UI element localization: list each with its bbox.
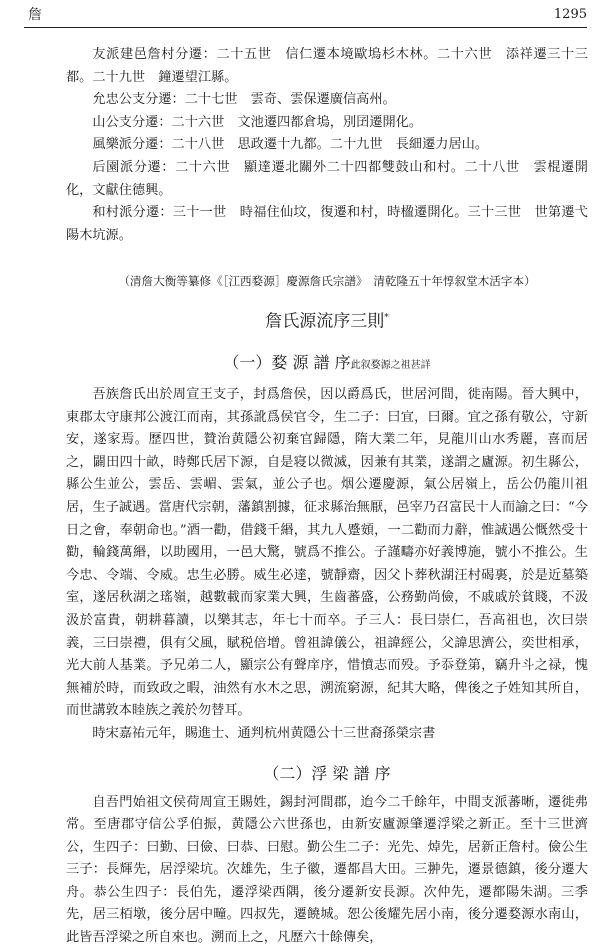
running-header [28,4,587,26]
page-body [66,44,588,950]
header-surname: 詹 [28,7,42,23]
source-citation: （清詹大衡等纂修《［江西婺源］慶源詹氏宗譜》 清乾隆五十年惇叙堂木活字本） [118,274,536,289]
section-1-paragraph: 吾族詹氏出於周宣王支子，封爲詹侯，因以爵爲氏，世居河間，徙南陽。晉大興中，東郡太守康邦公渡江而南，其孫訛爲侯官令，生二子：曰宜，曰爾。宜之孫有敬公，守新安，遂家焉。歷四世，贊治黄隱公初棄官歸隱，隋大業二年，見龍川山水秀麗，喜而居之，闢田四十畝，時鄭氏居下源，自是寝以微滅，因兼有其業，遂謂之廬源。初生縣公，縣公生並公，雲岳、雲嵋、雲氣，並公子也。烟公遷慶源，氣公居嶺上，岳公仍龍川祖居，生子誠遇。當唐代宗朝，藩鎮割據，征求縣治無厭，邑宰乃召富民十人而諭之曰：“今日之會，奉朝命也。”酒一勸，借錢千緡，其九人蹙頞，一二勸而力辭，惟誠遇公慨然受十勸，輪錢萬緡，以助國用，一邑大驚，號爲不推公。子謹疇亦好義博施，號小不推公。生今忠、令端、令威。忠生必勝。威生必達，號靜齋，因父卜葬秋湖汪村碣裏，於是近墓築室，遂居秋湖之瑤嶺，越數載而家業大興，生齒蕃盛，公務勤尚儉，不戚戚於貧賤，不汲汲於富貴，朝耕暮讀，以樂其志，年七十而卒。子三人：長曰崇仁，吾高祖也，次曰崇義，三曰崇禮，俱有父風，賦税倍增。曾祖諱儀公，祖諱經公，父諱思濟公，奕世相承，光大前人基業。予兄弟二人，顯宗公有聲庠序，惜憤志而殁。予忝登第，竊升斗之禄，愧無補於時，而致政之暇，油然有水木之思，溯流窮源，紀其大略，俾後之子姓知其所自，而世講敦本睦族之義於勿替耳。 [66,387,588,719]
section-heading-2: （二）浮 梁 譜 序 [263,763,391,783]
page-number: 1295 [553,7,587,22]
section-heading-1-text: （一）婺 源 譜 序 [223,353,351,372]
intro-paragraph: 山公支分遷：二十六世 文池遷四都倉塢，別囝遷開化。 [92,114,423,130]
section-1-signature: 時宋嘉祐元年，賜進士、通判杭州黄隱公十三世裔孫榮宗書 [92,725,436,741]
intro-paragraph: 友派建邑詹村分遷：二十五世 信仁遷本境歐塢杉木林。二十六世 添祥遷三十三都。二十九世 鐘遷望江縣。 [66,47,588,85]
section-heading-1-note: 此叙婺源之祖甚詳 [350,360,431,371]
intro-paragraph: 允忠公支分遷：二十七世 雲奇、雲保遷廣信高州。 [92,92,396,108]
intro-paragraph: 風樂派分遷：二十八世 思政遷十九都。二十九世 長細遷力居山。 [92,137,489,153]
section-heading-1 [66,351,588,378]
intro-paragraph: 后園派分遷：二十六世 顯達遷北關外二十四都雙鼓山和村。二十八世 雲棍遷開化，文獻住德興。 [66,159,588,198]
chapter-title [66,305,588,335]
header-rule [24,27,587,28]
intro-paragraph: 和村派分遷：三十一世 時福住仙坟，復遷和村，時楹遷開化。三十三世 世第遷弋陽木坑源。 [66,205,588,243]
section-2-paragraph: 自吾門始祖文侯荷周宣王賜姓，錫封河間郡，迨今二千餘年，中間支派蕃晰，遷徙弗常。至唐郡守信公孚伯振，黄隱公六世孫也，由新安廬源肇遷浮梁之新正。至十三世濟公，生四子：曰勤、曰儉、曰恭、曰慰。勤公生二子：光先、焯先，居新正詹村。儉公生三子：長輝先，居浮梁坑。次雄先，生子徽，遷都昌大田。三翀先，遷景德鎮，後分遷大舟。恭公生四子：長伯先，遷浮梁西隅，後分遷新安長源。次仲先，遷都陽朱湖。三季先，居三栢墩，後分居中疃。四叔先，遷饒城。恕公後耀先居小南，後分遷婺源水南山，此皆吾浮梁之所自來也。溯而上之，凡歷六十餘傳矣， [66,794,588,946]
footnote-mark: * [384,313,389,324]
chapter-title-text: 詹氏源流序三則 [265,312,385,332]
